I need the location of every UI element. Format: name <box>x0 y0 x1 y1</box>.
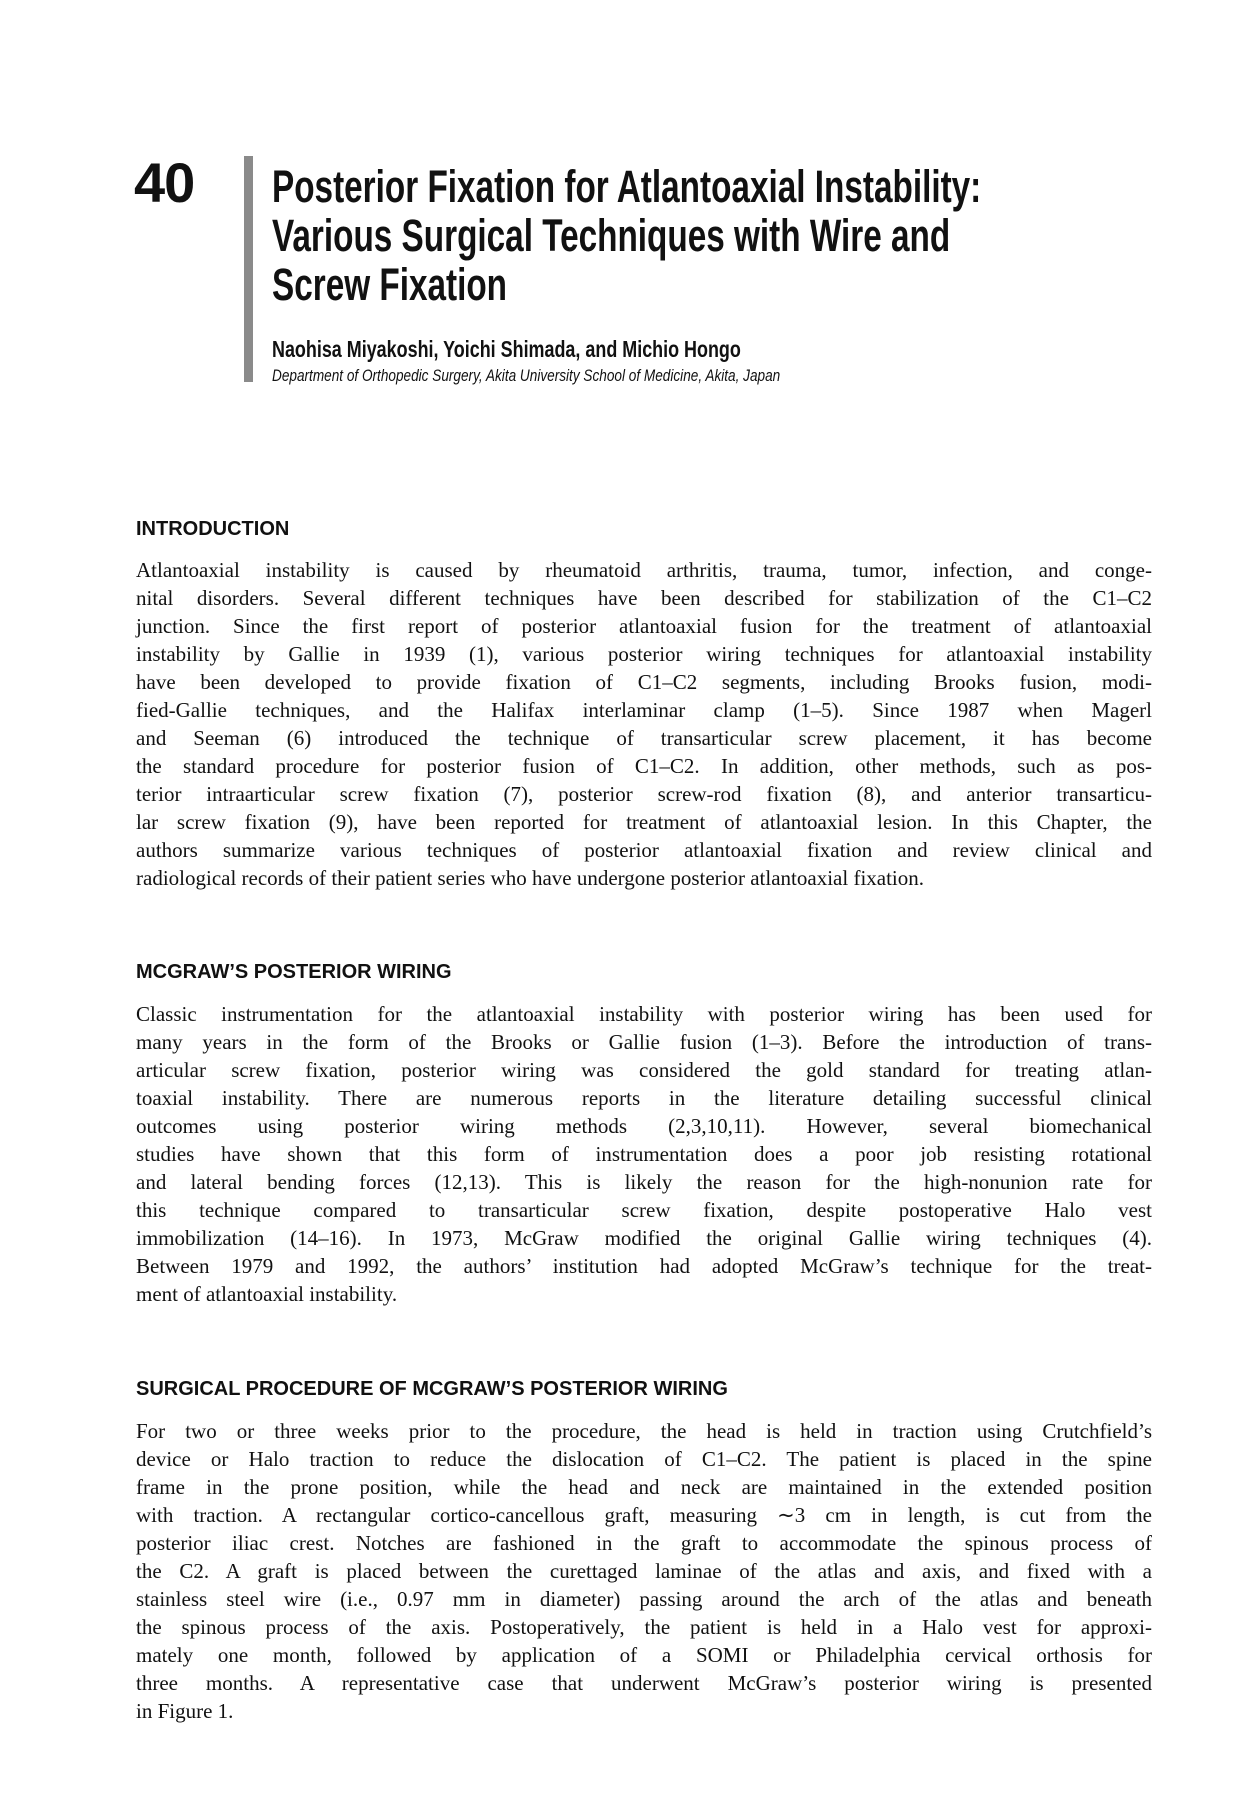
text-line: outcomes using posterior wiring methods (2,3,10,11). However, several biomechanical <box>136 1114 1152 1138</box>
text-line: posterior iliac crest. Notches are fashioned in the graft to accommodate the spinous process of <box>136 1531 1152 1555</box>
authors: Naohisa Miyakoshi, Yoichi Shimada, and Michio Hongo <box>272 336 741 362</box>
text-line: radiological records of their patient series who have undergone posterior atlantoaxial fixation. <box>136 866 925 890</box>
chapter-title <box>272 162 1160 309</box>
text-line: studies have shown that this form of instrumentation does a poor job resisting rotational <box>136 1142 1152 1166</box>
text-line: in Figure 1. <box>136 1699 234 1723</box>
affiliation: Department of Orthopedic Surgery, Akita University School of Medicine, Akita, Japan <box>272 366 781 385</box>
text-line: and Seeman (6) introduced the technique of transarticular screw placement, it has become <box>136 726 1152 750</box>
text-line: stainless steel wire (i.e., 0.97 mm in diameter) passing around the arch of the atlas and beneath <box>136 1587 1152 1611</box>
text-line: lar screw fixation (9), have been reported for treatment of atlantoaxial lesion. In this Chapter, the <box>136 810 1152 834</box>
text-line: the spinous process of the axis. Postoperatively, the patient is held in a Halo vest for approxi- <box>136 1615 1152 1639</box>
text-line: authors summarize various techniques of posterior atlantoaxial fixation and review clinical and <box>136 838 1152 862</box>
text-line: immobilization (14–16). In 1973, McGraw modified the original Gallie wiring techniques (4). <box>136 1226 1152 1250</box>
chapter-divider-bar <box>244 156 253 382</box>
text-line: Classic instrumentation for the atlantoaxial instability with posterior wiring has been used for <box>136 1002 1152 1026</box>
text-line: terior intraarticular screw fixation (7), posterior screw-rod fixation (8), and anterior transarticu- <box>136 782 1152 806</box>
section-heading-mcgraw-wiring: MCGRAW’S POSTERIOR WIRING <box>136 961 452 983</box>
text-line: frame in the prone position, while the head and neck are maintained in the extended position <box>136 1475 1152 1499</box>
section-body-surgical-procedure <box>136 1417 1152 1725</box>
text-line: Atlantoaxial instability is caused by rheumatoid arthritis, trauma, tumor, infection, and conge- <box>136 558 1152 582</box>
text-line: with traction. A rectangular cortico-cancellous graft, measuring ∼3 cm in length, is cut from the <box>136 1503 1152 1527</box>
text-line: fied-Gallie techniques, and the Halifax interlaminar clamp (1–5). Since 1987 when Magerl <box>136 698 1152 722</box>
chapter-number: 40 <box>134 151 195 214</box>
text-line: mately one month, followed by application of a SOMI or Philadelphia cervical orthosis for <box>136 1643 1152 1667</box>
text-line: and lateral bending forces (12,13). This is likely the reason for the high-nonunion rate for <box>136 1170 1152 1194</box>
text-line: three months. A representative case that underwent McGraw’s posterior wiring is presented <box>136 1671 1152 1695</box>
title-line: Posterior Fixation for Atlantoaxial Instability: <box>272 161 982 212</box>
text-line: junction. Since the first report of posterior atlantoaxial fusion for the treatment of atlantoaxial <box>136 614 1152 638</box>
text-line: many years in the form of the Brooks or Gallie fusion (1–3). Before the introduction of trans- <box>136 1030 1152 1054</box>
text-line: device or Halo traction to reduce the dislocation of C1–C2. The patient is placed in the spine <box>136 1447 1152 1471</box>
title-line: Various Surgical Techniques with Wire and <box>272 210 951 261</box>
section-body-introduction <box>136 556 1152 892</box>
text-line: this technique compared to transarticular screw fixation, despite postoperative Halo vest <box>136 1198 1152 1222</box>
text-line: the C2. A graft is placed between the curettaged laminae of the atlas and axis, and fixed with a <box>136 1559 1152 1583</box>
text-line: For two or three weeks prior to the procedure, the head is held in traction using Crutchfield’s <box>136 1419 1152 1443</box>
text-line: the standard procedure for posterior fusion of C1–C2. In addition, other methods, such as pos- <box>136 754 1152 778</box>
section-body-mcgraw-wiring <box>136 1000 1152 1308</box>
section-heading-introduction: INTRODUCTION <box>136 518 290 540</box>
text-line: toaxial instability. There are numerous reports in the literature detailing successful clinical <box>136 1086 1152 1110</box>
text-line: have been developed to provide fixation of C1–C2 segments, including Brooks fusion, modi- <box>136 670 1152 694</box>
text-line: articular screw fixation, posterior wiring was considered the gold standard for treating atlan- <box>136 1058 1152 1082</box>
text-line: ment of atlantoaxial instability. <box>136 1282 398 1306</box>
text-line: nital disorders. Several different techniques have been described for stabilization of the C1–C2 <box>136 586 1152 610</box>
text-line: instability by Gallie in 1939 (1), various posterior wiring techniques for atlantoaxial instability <box>136 642 1152 666</box>
text-line: Between 1979 and 1992, the authors’ institution had adopted McGraw’s technique for the treat- <box>136 1254 1152 1278</box>
title-line: Screw Fixation <box>272 259 508 310</box>
section-heading-surgical-procedure: SURGICAL PROCEDURE OF MCGRAW’S POSTERIOR WIRING <box>136 1378 728 1400</box>
